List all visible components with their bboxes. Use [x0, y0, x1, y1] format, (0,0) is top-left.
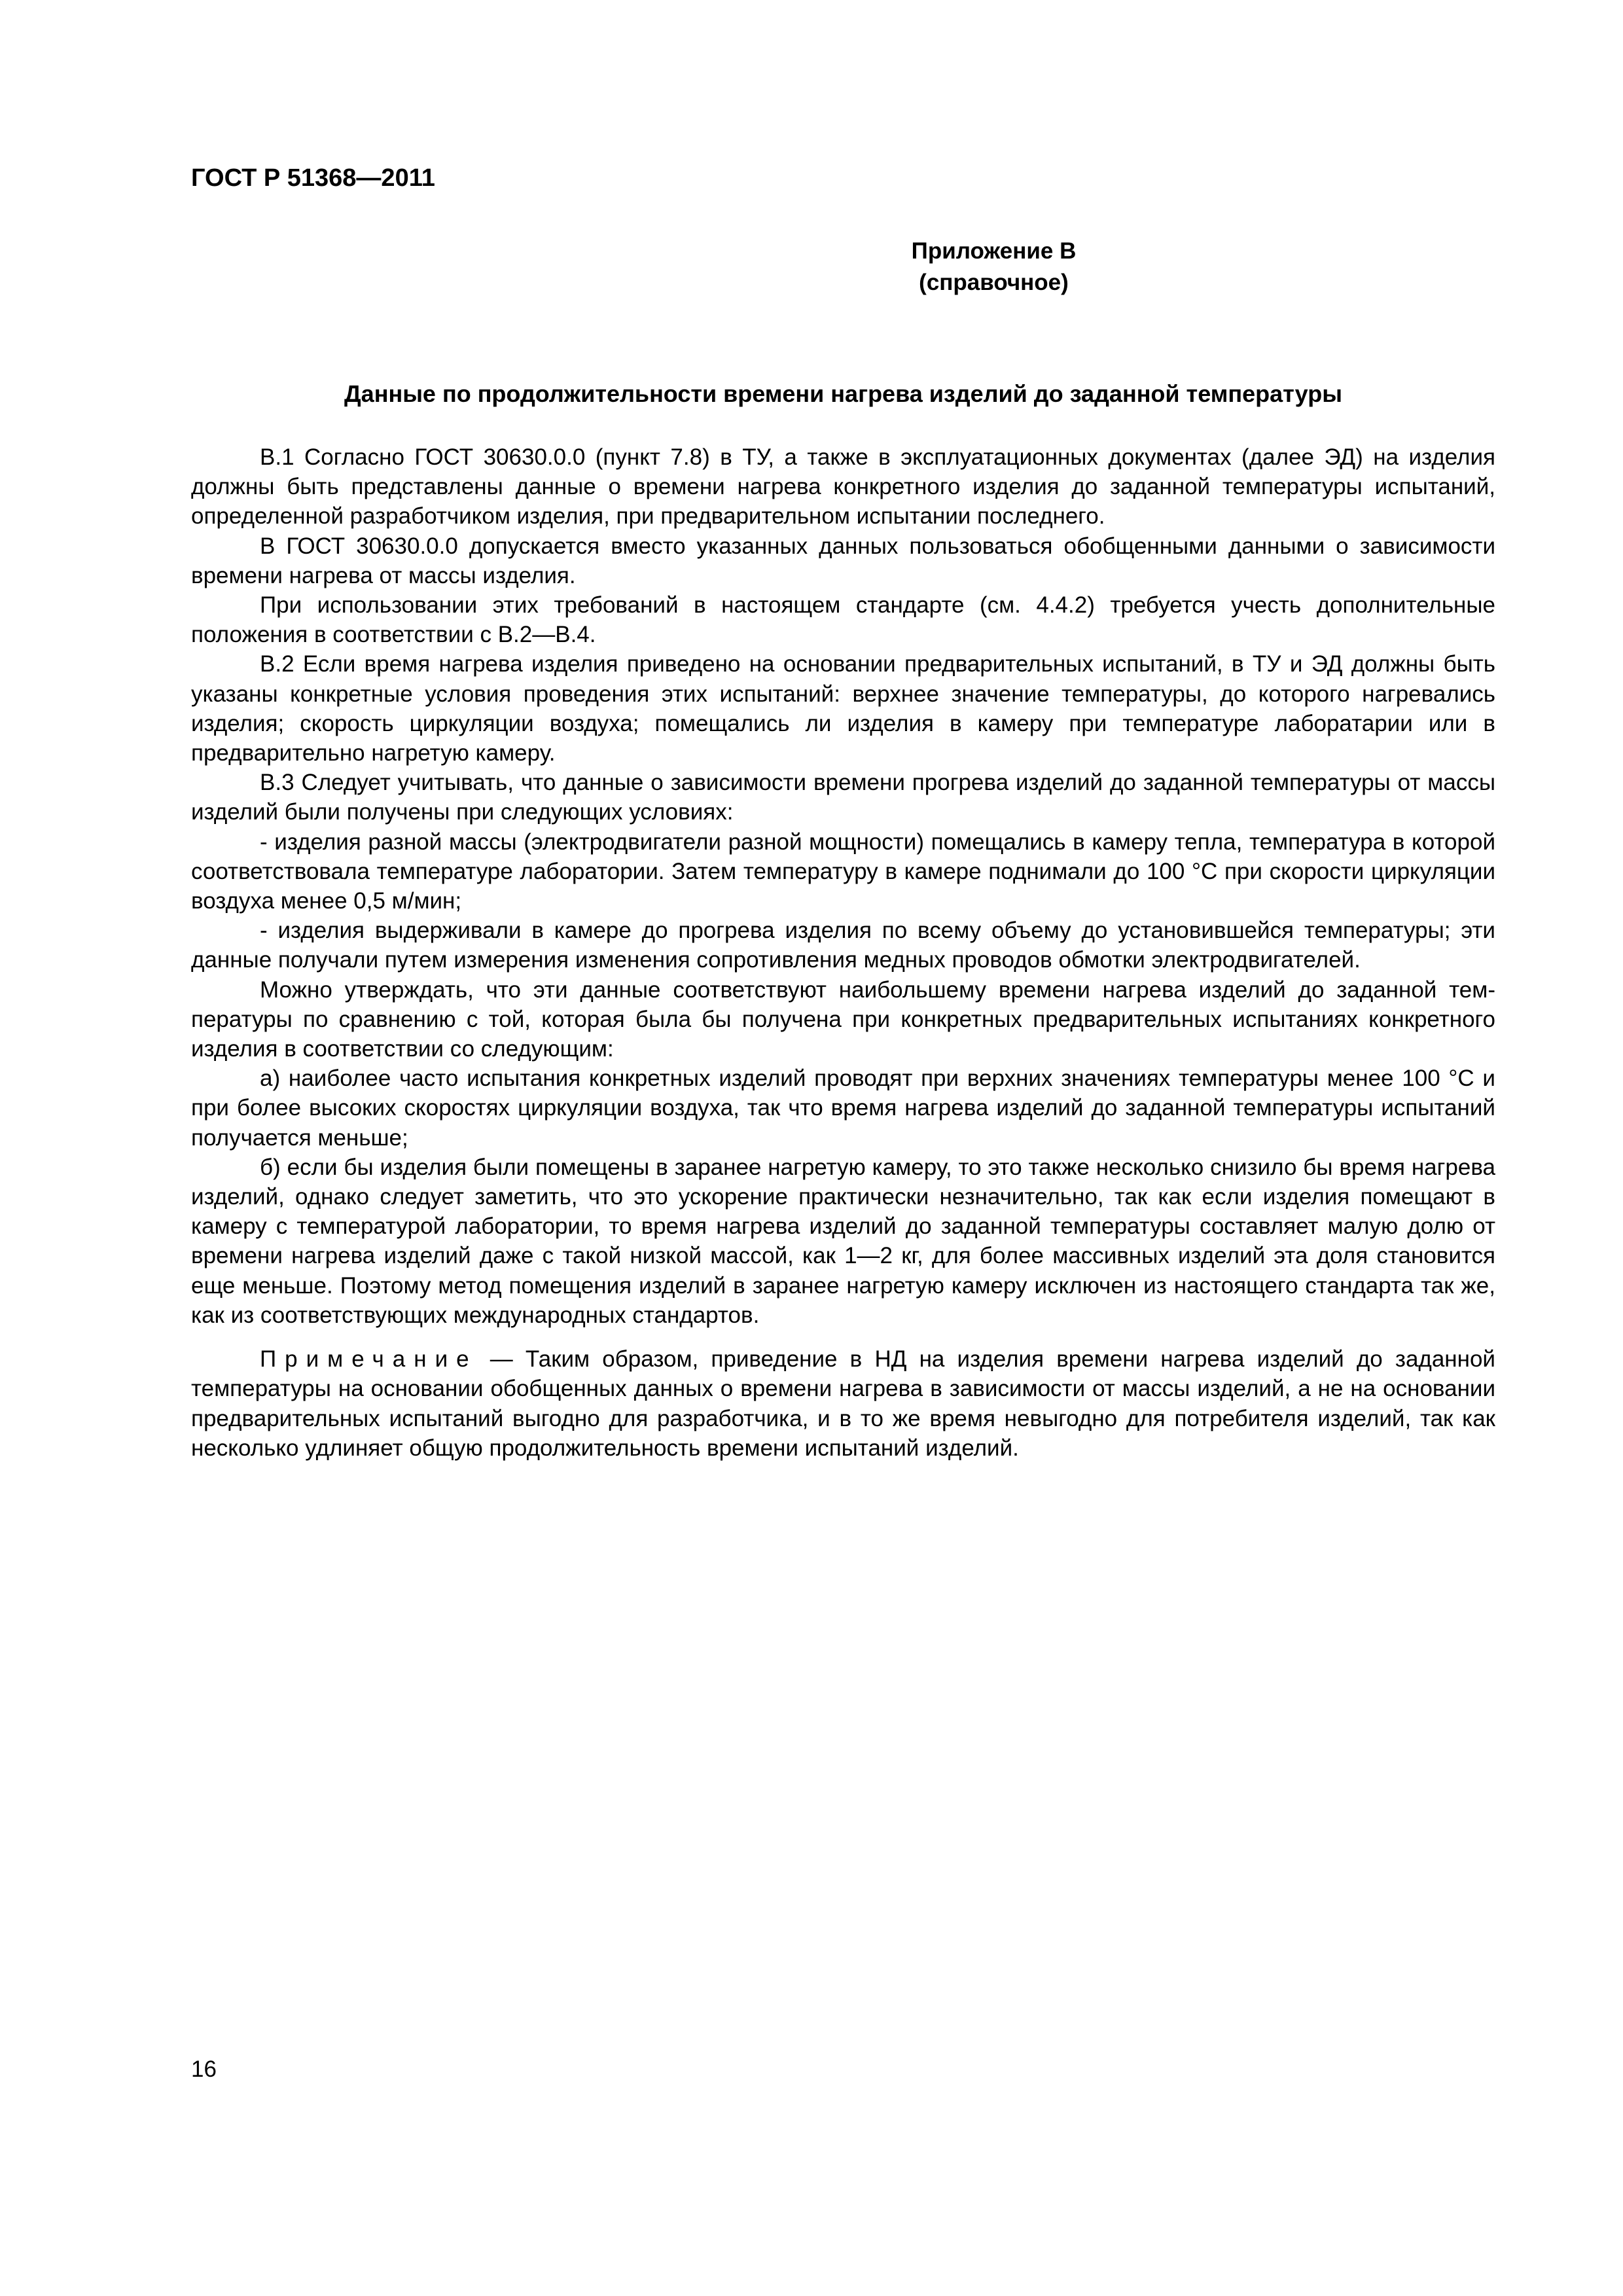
list-item-b: б) если бы изделия были помещены в заранее нагретую камеру, то это также несколько снизило бы время нагрева изделий, однако следует заметить, что это ускорение практически незначительно, так как если изделия помещают в камеру с температурой лаборатории, то время нагрева изделий до заданной температуры составляет малую долю от времени нагрева изделий даже с такой низкой массой, как 1—2 кг, для более массивных изделий эта доля становится еще меньше. Поэтому метод помещения изделий в заранее нагретую камеру исключен из настоящего стандарта так же, как из соответствующих международных стандартов.	[191, 1154, 1495, 1328]
paragraph: При использовании этих требований в настоящем стандарте (см. 4.4.2) требуется учесть дополнительные положения в соответствии с В.2—В.4.	[191, 592, 1495, 648]
section-title: Данные по продолжительности времени нагрева изделий до заданной температуры	[344, 380, 1342, 407]
note	[191, 1344, 1495, 1463]
paragraph: В ГОСТ 30630.0.0 допускается вместо указанных данных пользоваться обобщенными данными о зависимости времени нагрева от массы изделия.	[191, 533, 1495, 588]
page-number: 16	[191, 2056, 217, 2082]
paragraph-b2: В.2 Если время нагрева изделия приведено на основании предварительных испытаний, в ТУ и ЭД должны быть указаны конкретные условия проведения этих испытаний: верхнее значение температуры, до которого нагревались изделия; скорость циркуляции воздуха; помещались ли изделия в камеру при температуре лаборатарии или в предварительно нагретую камеру.	[191, 651, 1495, 766]
appendix-heading	[191, 236, 1495, 298]
note-label: Примечание	[260, 1346, 478, 1372]
paragraph: Можно утверждать, что эти данные соответствуют наибольшему времени нагрева изделий до заданной температуры по сравнению с той, которая была бы получена при конкретных предварительных испытаниях конкретного изделия в соответствии со следующим:	[191, 977, 1495, 1062]
list-item: - изделия разной массы (электродвигатели разной мощности) помещались в камеру тепла, температура в которой соответствовала температуре лаборатории. Затем температуру в камере поднимали до 100 °С при скорости циркуляции воздуха менее 0,5 м/мин;	[191, 829, 1495, 914]
list-item-a: а) наиболее часто испытания конкретных изделий проводят при верхних значениях температуры менее 100 °С и при более высоких скоростях циркуляции воздуха, так что время нагрева изделий до заданной температуры испытаний получается меньше;	[191, 1066, 1495, 1151]
paragraph-b1: В.1 Согласно ГОСТ 30630.0.0 (пункт 7.8) в ТУ, а также в эксплуатационных документах (далее ЭД) на изделия должны быть представлены данные о времени нагрева конкретного изделия до заданной температуры испытаний, определенной разработчиком изделия, при предварительном испытании последнего.	[191, 444, 1495, 529]
document-code: ГОСТ Р 51368—2011	[191, 164, 435, 192]
appendix-title: Приложение В	[911, 238, 1077, 264]
appendix-type: (справочное)	[919, 270, 1069, 295]
note-text: — Таким образом, приведение в НД на изделия времени нагрева изделий до заданной температуры на основании обобщенных данных о времени нагрева в зависимости от массы изделий, а не на основании предварительных испытаний выгодно для разработчика, и в то же время невыгодно для потребителя изделий, так как несколько удлиняет общую продолжительность времени испытаний изделий.	[191, 1346, 1495, 1461]
body-text	[191, 442, 1495, 1463]
list-item: - изделия выдерживали в камере до прогрева изделия по всему объему до установившейся температуры; эти данные получали путем измерения изменения сопротивления медных проводов обмотки электродвигателей.	[191, 918, 1495, 973]
paragraph-b3: В.3 Следует учитывать, что данные о зависимости времени прогрева изделий до заданной температуры от массы изделий были получены при следующих условиях:	[191, 770, 1495, 825]
